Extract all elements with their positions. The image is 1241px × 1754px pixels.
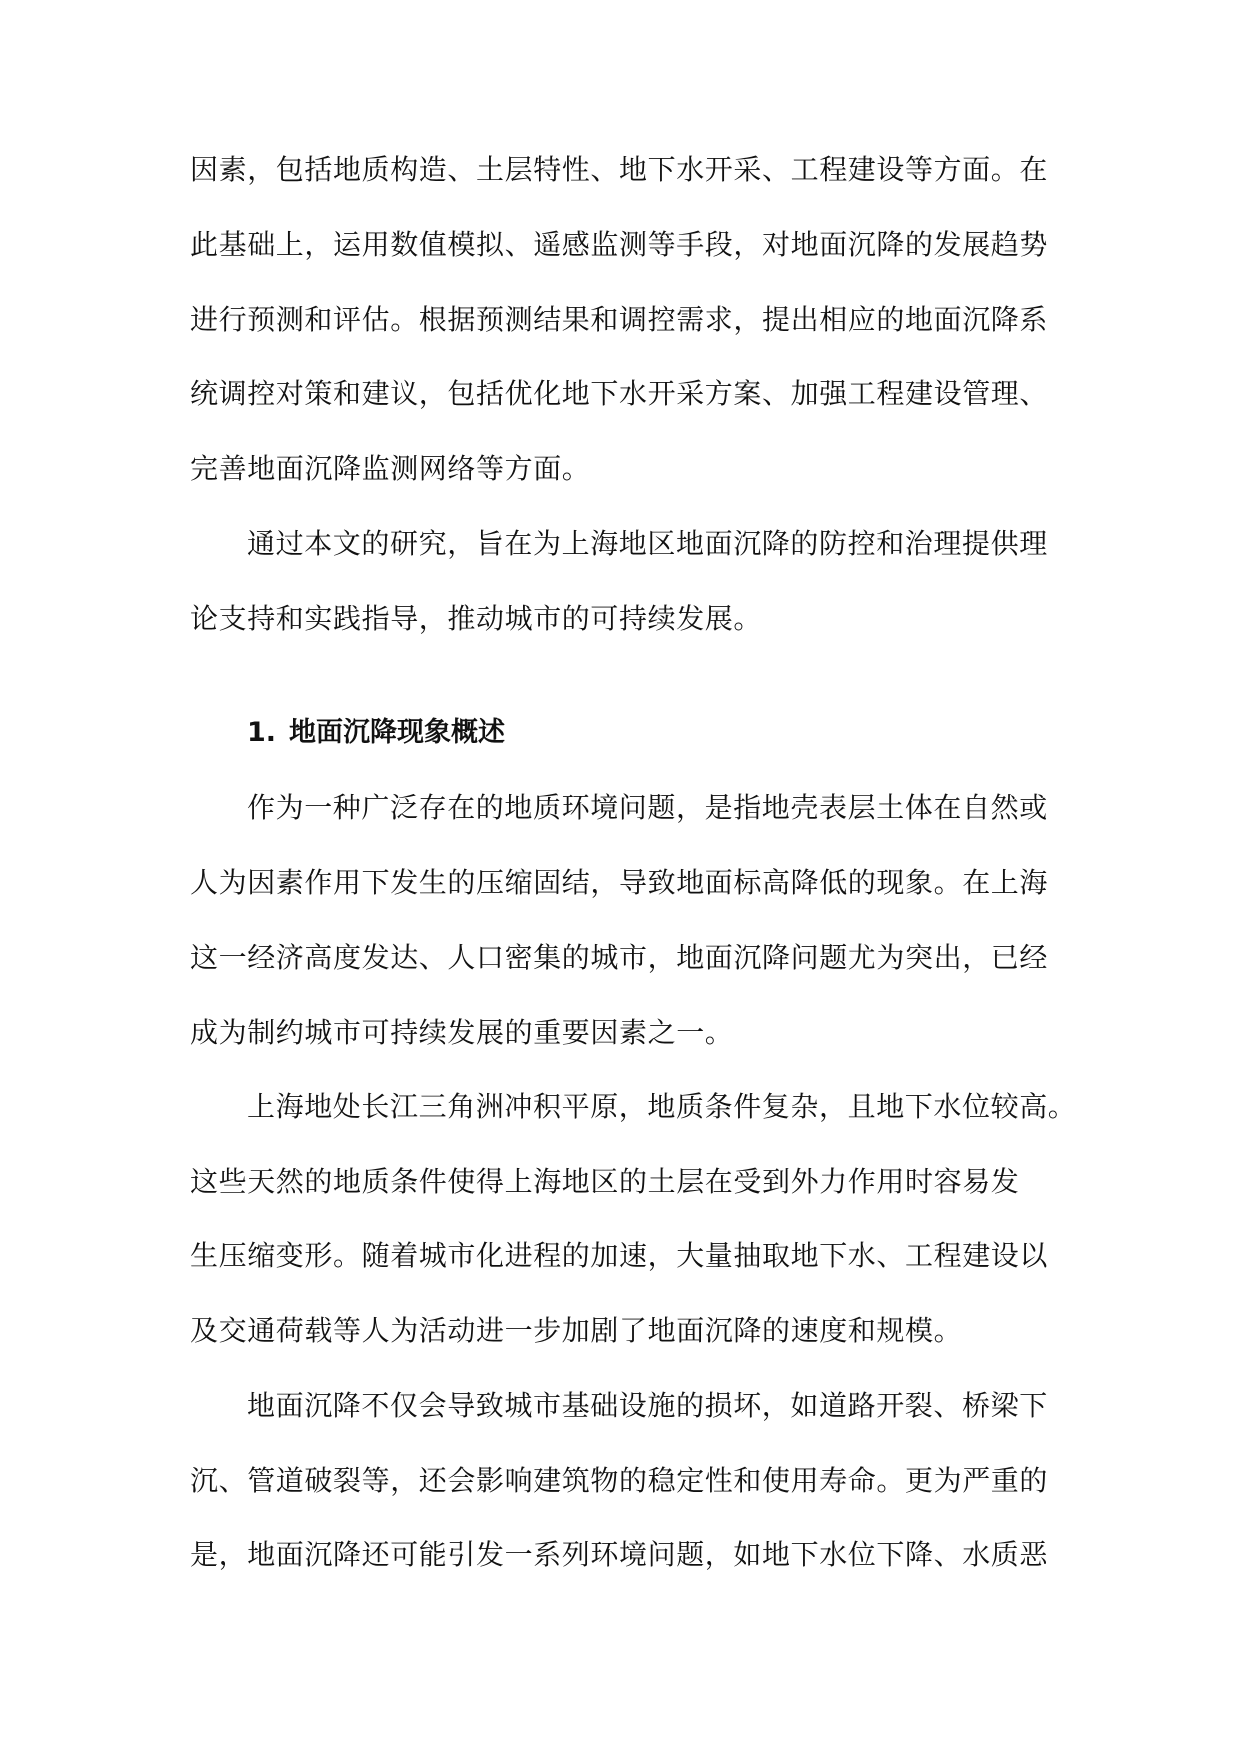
- body-text-line: 此基础上，运用数值模拟、遥感监测等手段，对地面沉降的发展趋势: [190, 228, 1049, 261]
- body-text-line: 完善地面沉降监测网络等方面。: [190, 452, 591, 485]
- body-text-line: 论支持和实践指导，推动城市的可持续发展。: [190, 602, 763, 635]
- paragraph-first-line: 通过本文的研究，旨在为上海地区地面沉降的防控和治理提供理: [247, 527, 1048, 560]
- paragraph-first-line: 上海地处长江三角洲冲积平原，地质条件复杂，且地下水位较高。: [247, 1090, 1077, 1123]
- body-text-line: 因素，包括地质构造、土层特性、地下水开采、工程建设等方面。在: [190, 153, 1049, 186]
- body-text-line: 沉、管道破裂等，还会影响建筑物的稳定性和使用寿命。更为严重的: [190, 1464, 1049, 1497]
- paragraph-first-line: 作为一种广泛存在的地质环境问题，是指地壳表层土体在自然或: [247, 791, 1048, 824]
- section-title: 地面沉降现象概述: [289, 717, 505, 748]
- body-text-line: 进行预测和评估。根据预测结果和调控需求，提出相应的地面沉降系: [190, 303, 1049, 336]
- paragraph-first-line: 地面沉降不仅会导致城市基础设施的损坏，如道路开裂、桥梁下: [247, 1389, 1048, 1422]
- body-text-line: 是，地面沉降还可能引发一系列环境问题，如地下水位下降、水质恶: [190, 1538, 1049, 1571]
- body-text-line: 这一经济高度发达、人口密集的城市，地面沉降问题尤为突出，已经: [190, 941, 1049, 974]
- body-text-line: 这些天然的地质条件使得上海地区的土层在受到外力作用时容易发: [190, 1165, 1020, 1198]
- body-text-line: 生压缩变形。随着城市化进程的加速，大量抽取地下水、工程建设以: [190, 1239, 1049, 1272]
- body-text-line: 人为因素作用下发生的压缩固结，导致地面标高降低的现象。在上海: [190, 866, 1049, 899]
- section-number: 1.: [247, 717, 277, 748]
- body-text-line: 统调控对策和建议，包括优化地下水开采方案、加强工程建设管理、: [190, 377, 1049, 410]
- body-text-line: 成为制约城市可持续发展的重要因素之一。: [190, 1016, 734, 1049]
- section-heading: [247, 715, 505, 751]
- body-text-line: 及交通荷载等人为活动进一步加剧了地面沉降的速度和规模。: [190, 1314, 963, 1347]
